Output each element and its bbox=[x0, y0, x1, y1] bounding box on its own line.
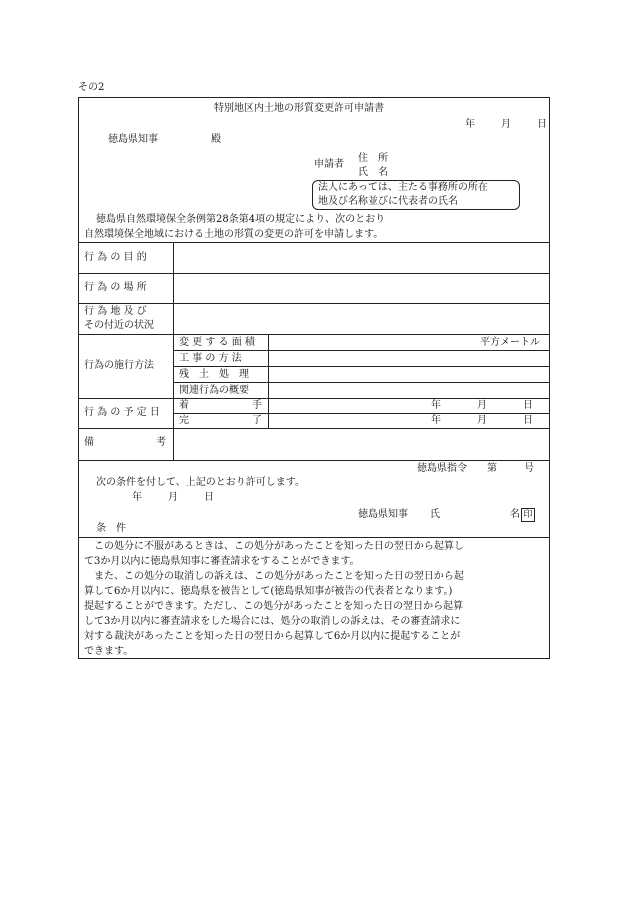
permit-shi: 氏 bbox=[430, 509, 440, 520]
date-month: 月 bbox=[501, 119, 511, 130]
permit-day: 日 bbox=[204, 492, 214, 503]
rule bbox=[78, 273, 550, 274]
rule bbox=[78, 428, 550, 429]
applicant-name-label: 氏 名 bbox=[358, 167, 388, 178]
notice-line: 対する裁決があったことを知った日の翌日から起算して6か月以内に提起することが bbox=[84, 631, 461, 642]
row-construction: 工 事 の 方 法 bbox=[179, 353, 242, 364]
row-related: 関連行為の概要 bbox=[179, 385, 249, 396]
permit-statement: 次の条件を付して、上記のとおり許可します。 bbox=[96, 477, 305, 488]
row-purpose: 行 為 の 目 的 bbox=[84, 252, 147, 263]
notice-line: して3か月以内に審査請求をした場合には、処分の取消しの訴えは、その審査請求に bbox=[84, 616, 461, 627]
row-site-2: その付近の状況 bbox=[84, 320, 154, 331]
rule bbox=[173, 382, 550, 383]
row-end-b: 了 bbox=[252, 415, 262, 426]
date-year: 年 bbox=[465, 119, 475, 130]
applicant-note-2: 地及び名称並びに代表者の氏名 bbox=[318, 196, 458, 207]
rule bbox=[173, 413, 550, 414]
body-text-2: 自然環境保全地域における土地の形質の変更の許可を申請します。 bbox=[84, 229, 384, 240]
row-surplus: 残 土 処 理 bbox=[179, 369, 249, 380]
row-schedule: 行 為 の 予 定 日 bbox=[84, 407, 160, 418]
permit-mei: 名 bbox=[510, 509, 520, 520]
row-place: 行 為 の 場 所 bbox=[84, 282, 147, 293]
addressee: 徳島県知事 bbox=[108, 134, 158, 145]
rule bbox=[78, 303, 550, 304]
rule bbox=[78, 242, 550, 243]
row-method: 行為の施行方法 bbox=[84, 360, 154, 371]
permit-year: 年 bbox=[132, 492, 142, 503]
applicant-label: 申請者 bbox=[314, 159, 344, 170]
row-remarks-b: 考 bbox=[156, 437, 166, 448]
body-text-1: 徳島県自然環境保全条例第28条第4項の規定により、次のとおり bbox=[96, 214, 386, 225]
end-year: 年 bbox=[431, 415, 441, 426]
notice-line: て3か月以内に徳島県知事に審査請求をすることができます。 bbox=[84, 556, 360, 567]
start-year: 年 bbox=[431, 400, 441, 411]
rule bbox=[268, 334, 269, 428]
permit-designation: 徳島県指令 bbox=[417, 463, 467, 474]
row-start-b: 手 bbox=[252, 400, 262, 411]
rule bbox=[173, 366, 550, 367]
form-number: その2 bbox=[78, 82, 105, 93]
form-title: 特別地区内土地の形質変更許可申請書 bbox=[214, 103, 384, 114]
rule bbox=[173, 350, 550, 351]
row-remarks-a: 備 bbox=[84, 437, 94, 448]
seal-mark: 印 bbox=[521, 508, 535, 522]
row-start-a: 着 bbox=[179, 400, 189, 411]
notice-line: できます。 bbox=[84, 646, 134, 657]
end-month: 月 bbox=[477, 415, 487, 426]
rule bbox=[78, 334, 550, 335]
rule bbox=[173, 242, 174, 460]
rule bbox=[78, 460, 550, 461]
rule bbox=[78, 537, 550, 538]
applicant-address-label: 住 所 bbox=[358, 153, 388, 164]
notice-line: この処分に不服があるときは、この処分があったことを知った日の翌日から起算し bbox=[84, 541, 464, 552]
date-day: 日 bbox=[537, 119, 547, 130]
permit-conditions: 条 件 bbox=[96, 523, 126, 534]
end-day: 日 bbox=[523, 415, 533, 426]
rule bbox=[78, 398, 550, 399]
row-area: 変 更 す る 面 積 bbox=[179, 337, 255, 348]
permit-no-prefix: 第 bbox=[487, 463, 497, 474]
start-month: 月 bbox=[477, 400, 487, 411]
row-site-1: 行 為 地 及 び bbox=[84, 306, 147, 317]
start-day: 日 bbox=[523, 400, 533, 411]
row-end-a: 完 bbox=[179, 415, 189, 426]
row-area-unit: 平方メートル bbox=[480, 337, 540, 348]
permit-governor: 徳島県知事 bbox=[358, 509, 408, 520]
permit-month: 月 bbox=[168, 492, 178, 503]
notice-line: 提起することができます。ただし、この処分があったことを知った日の翌日から起算 bbox=[84, 601, 464, 612]
addressee-honorific: 殿 bbox=[211, 134, 221, 145]
notice-line: 算して6か月以内に、徳島県を被告として(徳島県知事が被告の代表者となります。) bbox=[84, 586, 453, 597]
permit-no-suffix: 号 bbox=[524, 463, 534, 474]
applicant-note-1: 法人にあっては、主たる事務所の所在 bbox=[318, 182, 488, 193]
notice-line: また、この処分の取消しの訴えは、この処分があったことを知った日の翌日から起 bbox=[84, 571, 464, 582]
